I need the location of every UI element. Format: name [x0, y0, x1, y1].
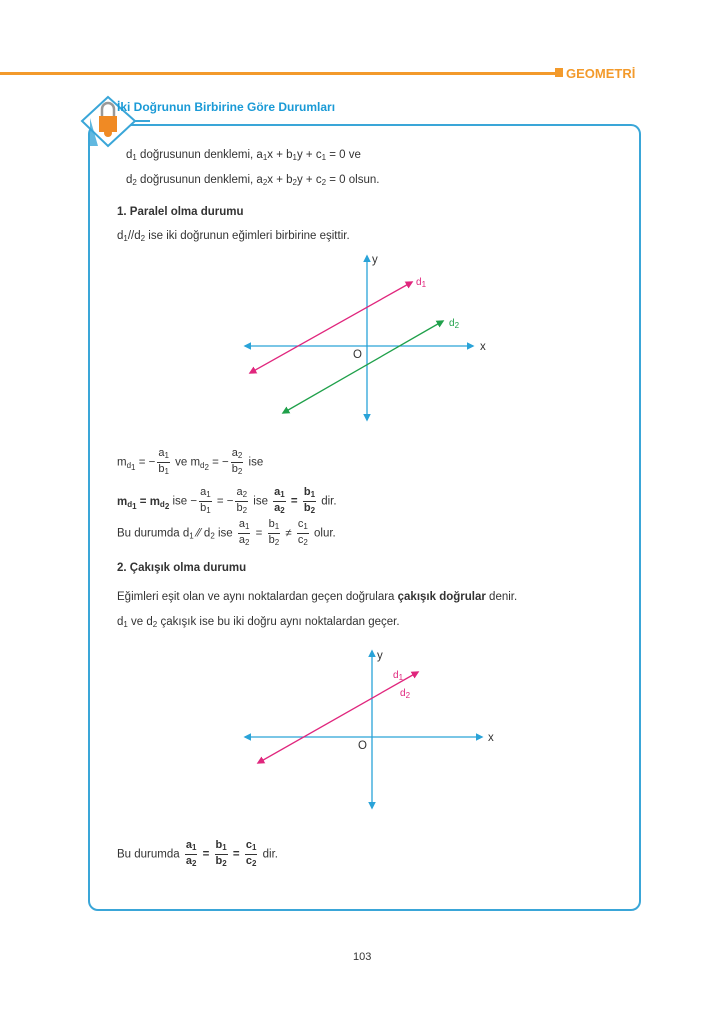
section-label: GEOMETRİ [566, 66, 636, 81]
graph1-d1-label: $d_1$ [416, 277, 427, 289]
coincident-conclusion: Bu durumda $\frac{a_1}{a_2}$ = $\frac{b_1}{b_2}$ = $\frac{c_1}{c_2}$ dir. [117, 839, 278, 868]
graph1-line-d2 [283, 321, 443, 413]
equal-slopes-formula: $m_{d_1} = m_{d_2}$ ise − $\frac{a_1}{b_1}$ = − $\frac{a_2}{b_2}$ ise $\frac{a_1}{a_2}$ = $\frac{b_1}{b_2}$ dir. [117, 486, 337, 515]
graph2-line-d1-d2 [258, 672, 418, 763]
graph1-d2-label: $d_2$ [449, 318, 460, 330]
graph1-line-d1 [250, 282, 412, 373]
graph1-origin: O [353, 349, 362, 361]
box-title: İki Doğrunun Birbirine Göre Durumları [117, 100, 336, 114]
slopes-formula: $m_{d_1}$ = − $\frac{a_1}{b_1}$ ve $m_{d_2}$ = − $\frac{a_2}{b_2}$ ise [117, 447, 264, 476]
graph2-y-label: y [377, 650, 383, 662]
graph2-x-label: x [488, 732, 494, 744]
graph1-x-label: x [480, 341, 486, 353]
page-number: 103 [353, 951, 372, 963]
graph2-d2-label: $d_2$ [400, 688, 411, 700]
section-2-heading: 2. Çakışık olma durumu [117, 562, 247, 574]
section-2-definition: Eğimleri eşit olan ve aynı noktalardan geçen doğrulara çakışık doğrular denir. [117, 591, 518, 603]
section-1-statement: $d_1//d_2$ ise iki doğrunun eğimleri birbirine eşittir. [117, 230, 350, 243]
parallel-conclusion: Bu durumda $d_1$ ⁄⁄ $d_2$ ise $\frac{a_1}{a_2}$ = $\frac{b_1}{b_2}$ ≠ $\frac{c_1}{c_2}$ olur. [117, 518, 336, 547]
section-1-heading: 1. Paralel olma durumu [117, 206, 244, 218]
graph1-y-label: y [372, 254, 378, 266]
intro-line-1: $d_1$ doğrusunun denklemi, $a_1x + b_1y + c_1 = 0$ ve [126, 149, 361, 162]
intro-line-2: $d_2$ doğrusunun denklemi, $a_2x + b_2y + c_2 = 0$ olsun. [126, 174, 380, 187]
graph2-d1-label: $d_1$ [393, 670, 404, 682]
section-2-statement: $d_1$ ve $d_2$ çakışık ise bu iki doğru aynı noktalardan geçer. [117, 616, 400, 629]
graph2-origin: O [358, 740, 367, 752]
